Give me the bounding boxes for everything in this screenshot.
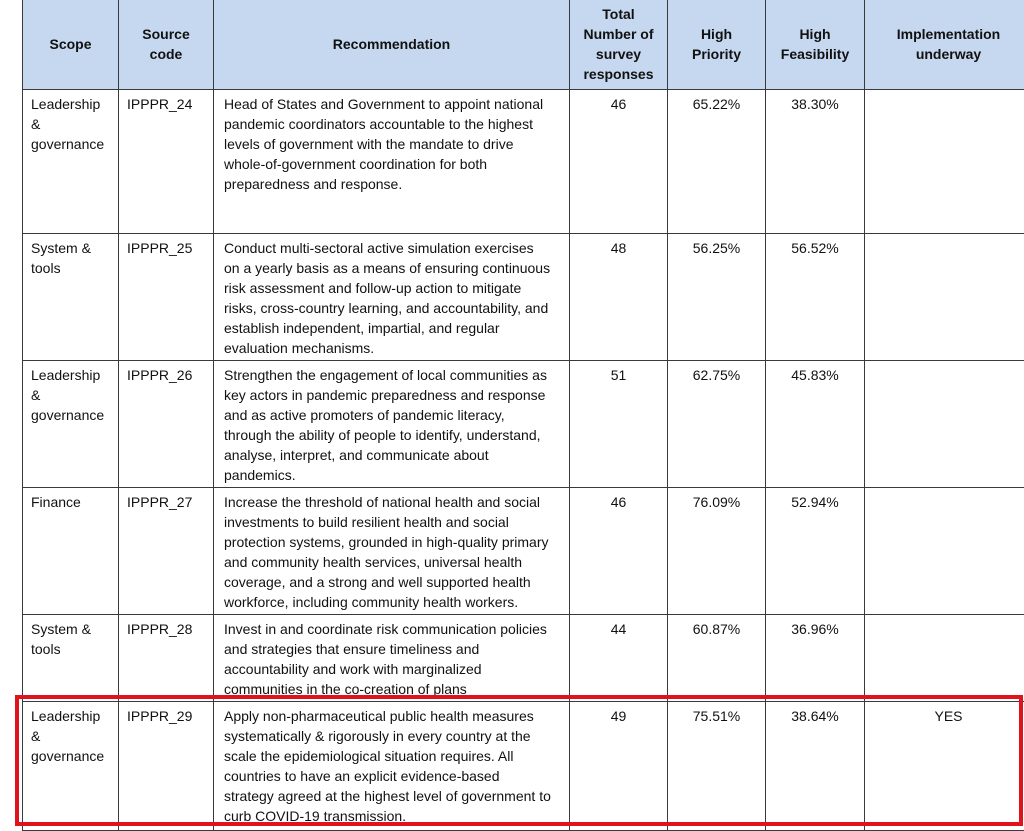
cell-high-feasibility: 45.83%	[766, 361, 865, 488]
cell-source-code: IPPPR_25	[119, 234, 214, 361]
cell-high-priority: 62.75%	[668, 361, 766, 488]
table-row-highlighted	[23, 702, 1024, 831]
table-header-row	[23, 0, 1024, 90]
cell-recommendation: Invest in and coordinate risk communication policies and strategies that ensure timeliness and accountability and work with marginalized communities in the co-creation of plans	[214, 615, 570, 702]
cell-high-priority: 76.09%	[668, 488, 766, 615]
cell-high-priority: 75.51%	[668, 702, 766, 831]
header-scope: Scope	[23, 0, 119, 90]
cell-total-responses: 44	[570, 615, 668, 702]
cell-high-feasibility: 56.52%	[766, 234, 865, 361]
cell-scope: Leadership & governance	[23, 702, 119, 831]
cell-scope: System & tools	[23, 234, 119, 361]
cell-scope: System & tools	[23, 615, 119, 702]
cell-source-code: IPPPR_27	[119, 488, 214, 615]
cell-high-feasibility: 52.94%	[766, 488, 865, 615]
header-implementation-underway: Implementation underway	[865, 0, 1024, 90]
recommendations-table	[22, 0, 1024, 831]
cell-high-feasibility: 38.30%	[766, 90, 865, 234]
cell-implementation	[865, 234, 1024, 361]
cell-recommendation: Strengthen the engagement of local communities as key actors in pandemic preparedness and response and as active promoters of pandemic literacy, through the ability of people to identify, understand, analyse, interpret, and communicate about pandemics.	[214, 361, 570, 488]
header-high-priority: High Priority	[668, 0, 766, 90]
cell-recommendation: Increase the threshold of national health and social investments to build resilient health and social protection systems, grounded in high-quality primary and community health services, universal health coverage, and a strong and well supported health workforce, including community health workers.	[214, 488, 570, 615]
cell-scope: Leadership & governance	[23, 90, 119, 234]
cell-total-responses: 48	[570, 234, 668, 361]
cell-recommendation: Head of States and Government to appoint national pandemic coordinators accountable to the highest levels of government with the mandate to drive whole-of-government coordination for both preparedness and response.	[214, 90, 570, 234]
cell-source-code: IPPPR_26	[119, 361, 214, 488]
table-row	[23, 361, 1024, 488]
cell-high-feasibility: 36.96%	[766, 615, 865, 702]
table-row	[23, 615, 1024, 702]
cell-high-priority: 56.25%	[668, 234, 766, 361]
cell-source-code: IPPPR_28	[119, 615, 214, 702]
cell-high-feasibility: 38.64%	[766, 702, 865, 831]
cell-total-responses: 49	[570, 702, 668, 831]
header-total-responses: Total Number of survey responses	[570, 0, 668, 90]
cell-high-priority: 60.87%	[668, 615, 766, 702]
cell-implementation	[865, 615, 1024, 702]
header-high-feasibility: High Feasibility	[766, 0, 865, 90]
cell-total-responses: 51	[570, 361, 668, 488]
header-recommendation: Recommendation	[214, 0, 570, 90]
cell-total-responses: 46	[570, 90, 668, 234]
cell-implementation	[865, 361, 1024, 488]
cell-recommendation: Conduct multi-sectoral active simulation exercises on a yearly basis as a means of ensuring continuous risk assessment and follow-up action to mitigate risks, cross-country learning, and accountability, and establish independent, impartial, and regular evaluation mechanisms.	[214, 234, 570, 361]
cell-implementation: YES	[865, 702, 1024, 831]
table-row	[23, 488, 1024, 615]
cell-scope: Finance	[23, 488, 119, 615]
table-row	[23, 90, 1024, 234]
table-row	[23, 234, 1024, 361]
cell-high-priority: 65.22%	[668, 90, 766, 234]
cell-source-code: IPPPR_24	[119, 90, 214, 234]
cell-scope: Leadership & governance	[23, 361, 119, 488]
cell-implementation	[865, 488, 1024, 615]
cell-recommendation: Apply non-pharmaceutical public health measures systematically & rigorously in every country at the scale the epidemiological situation requires. All countries to have an explicit evidence-based strategy agreed at the highest level of government to curb COVID-19 transmission.	[214, 702, 570, 831]
cell-total-responses: 46	[570, 488, 668, 615]
header-source-code: Source code	[119, 0, 214, 90]
cell-implementation	[865, 90, 1024, 234]
cell-source-code: IPPPR_29	[119, 702, 214, 831]
